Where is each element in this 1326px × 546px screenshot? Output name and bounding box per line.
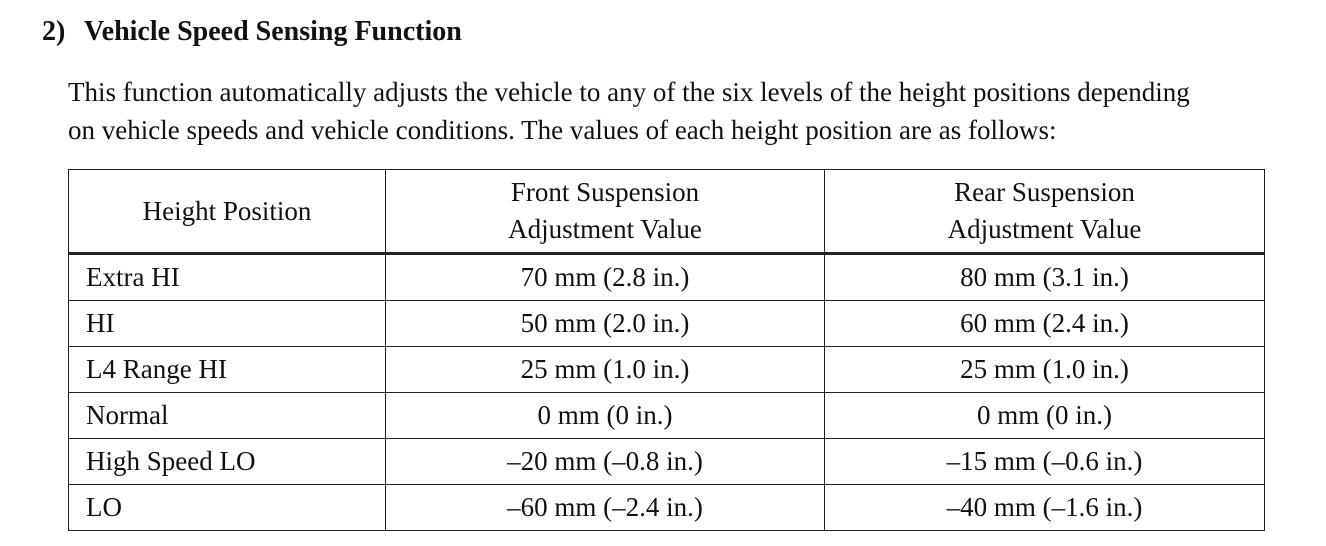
intro-line-1: This function automatically adjusts the vehicle to any of the six levels of the height positions depending	[68, 77, 1190, 107]
header-rear-line-1: Rear Suspension	[954, 177, 1135, 207]
cell-rear-value: –15 mm (–0.6 in.)	[825, 439, 1265, 485]
cell-height-position: LO	[69, 485, 386, 531]
cell-front-value: –20 mm (–0.8 in.)	[386, 439, 825, 485]
cell-front-value: –60 mm (–2.4 in.)	[386, 485, 825, 531]
cell-rear-value: 80 mm (3.1 in.)	[825, 254, 1265, 301]
section-heading	[42, 14, 462, 50]
table-row	[69, 347, 1265, 393]
height-position-table	[68, 169, 1265, 531]
header-rear-line-2: Adjustment Value	[947, 214, 1142, 244]
table-row	[69, 485, 1265, 531]
table-header-row	[69, 170, 1265, 254]
cell-height-position: Extra HI	[69, 254, 386, 301]
header-front-line-1: Front Suspension	[510, 177, 700, 207]
header-height-position	[69, 170, 386, 254]
header-front-line-2: Adjustment Value	[508, 214, 702, 244]
cell-height-position: High Speed LO	[69, 439, 386, 485]
cell-rear-value: 60 mm (2.4 in.)	[825, 301, 1265, 347]
header-front-suspension	[386, 170, 825, 254]
cell-front-value: 0 mm (0 in.)	[386, 393, 825, 439]
cell-front-value: 25 mm (1.0 in.)	[386, 347, 825, 393]
header-rear-suspension	[825, 170, 1265, 254]
cell-rear-value: 0 mm (0 in.)	[825, 393, 1265, 439]
cell-height-position: Normal	[69, 393, 386, 439]
intro-paragraph	[68, 73, 1308, 149]
cell-rear-value: –40 mm (–1.6 in.)	[825, 485, 1265, 531]
cell-front-value: 50 mm (2.0 in.)	[386, 301, 825, 347]
cell-height-position: HI	[69, 301, 386, 347]
table-row	[69, 254, 1265, 301]
table-row	[69, 439, 1265, 485]
table-row	[69, 301, 1265, 347]
cell-front-value: 70 mm (2.8 in.)	[386, 254, 825, 301]
section-title: Vehicle Speed Sensing Function	[84, 16, 462, 47]
section-number: 2)	[42, 16, 66, 47]
cell-height-position: L4 Range HI	[69, 347, 386, 393]
intro-line-2: on vehicle speeds and vehicle conditions. The values of each height position are as follows:	[68, 115, 1057, 145]
table-row	[69, 393, 1265, 439]
cell-rear-value: 25 mm (1.0 in.)	[825, 347, 1265, 393]
header-height-position-label: Height Position	[142, 195, 312, 226]
